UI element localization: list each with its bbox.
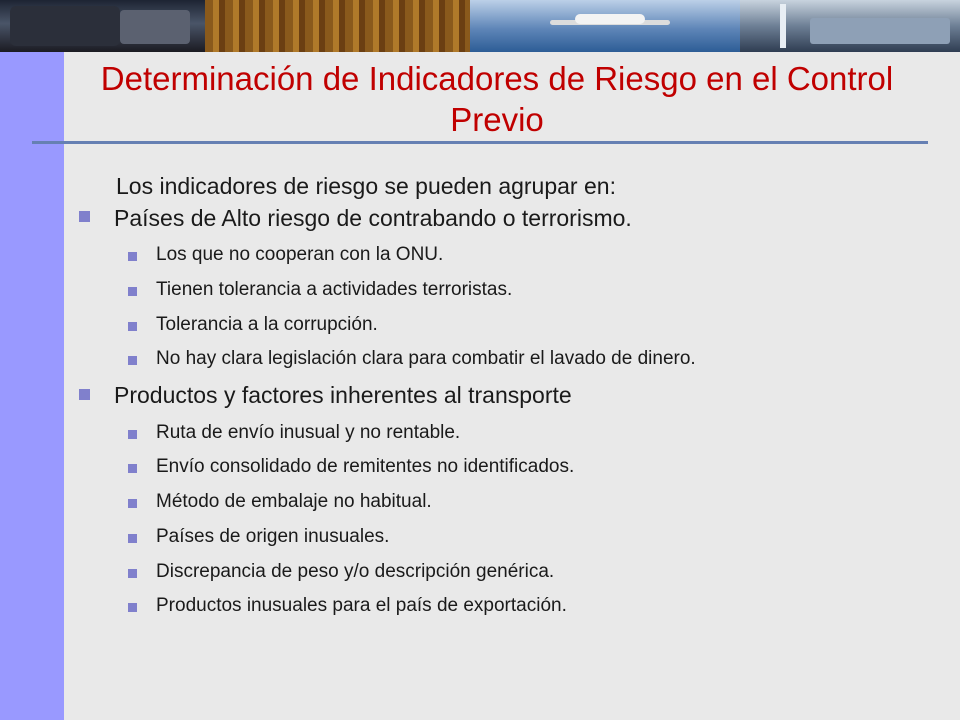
sidebar-accent [0,0,64,720]
cargo-warehouse-photo [205,0,470,52]
ship-port-photo [740,0,960,52]
bullet-square-icon [128,356,137,365]
bullet-square-icon [128,464,137,473]
bullet-square-icon [79,211,90,222]
list-item: Método de embalaje no habitual. [156,491,432,512]
list-item: Discrepancia de peso y/o descripción genérica. [156,561,555,582]
header-banner [0,0,960,52]
list-item: Los que no cooperan con la ONU. [156,244,444,265]
bullet-square-icon [128,252,137,261]
title-divider [32,141,928,144]
bullet-square-icon [128,569,137,578]
truck-icon [10,6,120,46]
list-item: Ruta de envío inusual y no rentable. [156,422,461,443]
list-item: Tolerancia a la corrupción. [156,314,378,335]
bullet-square-icon [128,430,137,439]
list-item: Países de origen inusuales. [156,526,390,547]
intro-text: Los indicadores de riesgo se pueden agrupar en: [116,173,616,199]
list-item: Productos inusuales para el país de exportación. [156,595,567,616]
bullet-square-icon [128,534,137,543]
bullet-square-icon [128,499,137,508]
truck-trailer-icon [120,10,190,44]
list-item: Envío consolidado de remitentes no identificados. [156,456,575,477]
list-item: No hay clara legislación clara para combatir el lavado de dinero. [156,348,696,369]
bullet-square-icon [128,287,137,296]
list-item: Tienen tolerancia a actividades terroristas. [156,279,513,300]
ship-icon [810,18,950,44]
section-heading: Productos y factores inherentes al transporte [114,382,572,408]
bullet-square-icon [128,603,137,612]
crane-icon [780,4,786,48]
airplane-photo [470,0,740,52]
airplane-icon [575,14,645,24]
slide-title: Determinación de Indicadores de Riesgo en el Control Previo [100,60,894,138]
section-heading: Países de Alto riesgo de contrabando o terrorismo. [114,205,632,231]
truck-photo [0,0,205,52]
bullet-square-icon [79,389,90,400]
bullet-square-icon [128,322,137,331]
